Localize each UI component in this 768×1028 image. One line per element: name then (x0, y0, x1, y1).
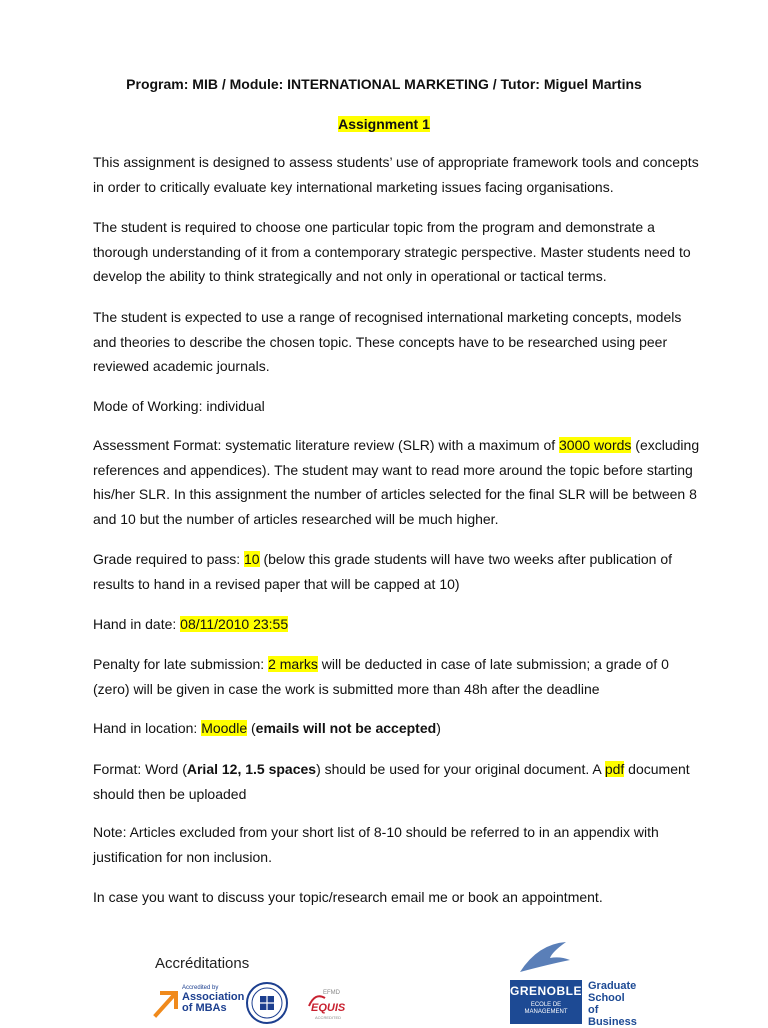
grade-highlight: 10 (243, 551, 260, 567)
amba-text (182, 985, 244, 1014)
paragraph-text: In case you want to discuss your topic/research email me or book an appointment. (93, 889, 603, 905)
grade-text: (below this grade students will have two weeks after publication of results to hand in a revised paper that will be capped at 10) (93, 551, 673, 592)
accreditations-label: Accréditations (155, 955, 250, 972)
contact-paragraph (93, 885, 703, 910)
pdf-highlight: pdf (604, 761, 625, 777)
word-limit-highlight: 3000 words (559, 437, 632, 453)
location-paren-close: ) (436, 720, 441, 736)
assignment-title-highlight: Assignment 1 (338, 116, 430, 132)
university-seal-icon (245, 981, 289, 1025)
penalty-highlight: 2 marks (268, 656, 318, 672)
gem-gs-line3: Business (588, 1016, 637, 1028)
hand-in-location (93, 716, 703, 741)
gem-gs-line2: School of (588, 992, 625, 1016)
paragraph-text: The student is required to choose one particular topic from the program and demonstrate a thorough understanding of it from a contemporary strategic perspective. Master students need to develop the ability to think strategically and not only in operational or tactical terms. (93, 219, 691, 284)
hand-in-date (93, 612, 703, 637)
efmd-label: EFMD (323, 990, 340, 996)
paragraph-text: The student is expected to use a range of recognised international marketing concepts, models and theories to describe the chosen topic. These concepts have to be researched using peer reviewed academic journals. (93, 309, 682, 374)
paragraph-intro (93, 150, 703, 199)
bird-icon (510, 936, 582, 980)
assessment-format (93, 433, 703, 531)
assignment-title (0, 114, 768, 134)
format-label: Format: Word ( (93, 761, 187, 777)
location-paren-open: ( (247, 720, 256, 736)
gem-sub-line2: MANAGEMENT (524, 1009, 568, 1015)
penalty-text: will be deducted in case of late submission; a grade of 0 (zero) will be given in case the work is submitted more than 48h after the deadline (93, 656, 669, 697)
format-text: ) should be used for your original document. A (316, 761, 605, 777)
gem-top-area (510, 936, 582, 980)
assessment-format-text: Assessment Format: systematic literature review (SLR) with a maximum of (93, 437, 560, 453)
location-label: Hand in location: (93, 720, 202, 736)
grade-label: Grade required to pass: (93, 551, 244, 567)
grade-required (93, 547, 703, 596)
gem-subtitle (510, 1002, 582, 1016)
amba-line1: Association (182, 991, 245, 1003)
paragraph-concepts (93, 305, 703, 379)
paragraph-text: This assignment is designed to assess students’ use of appropriate framework tools and concepts in order to critically evaluate key international marketing issues facing organisations. (93, 154, 699, 195)
format-text-cont: document should then be uploaded (93, 761, 690, 802)
mode-of-working (93, 394, 703, 419)
equis-label: EQUIS (311, 1002, 346, 1014)
amba-logo (152, 983, 245, 1023)
format-requirements (93, 757, 703, 806)
gem-gs-line1: Graduate (588, 980, 637, 992)
program-header: Program: MIB / Module: INTERNATIONAL MARKETING / Tutor: Miguel Martins (126, 76, 642, 92)
format-bold: Arial 12, 1.5 spaces (186, 761, 317, 777)
assessment-format-text-cont: (excluding references and appendices). The student may want to read more around the topic before starting his/her SLR. In this assignment the number of articles selected for the final SLR will be between 8 and 10 but the number of articles researched will be much higher. (93, 437, 700, 527)
equis-accredited-label: ACCREDITED (315, 1015, 342, 1020)
equis-logo (305, 988, 351, 1022)
penalty-label: Penalty for late submission: (93, 656, 269, 672)
gem-graduate-school (588, 980, 638, 1028)
paragraph-text: Mode of Working: individual (93, 398, 265, 414)
gem-sub-line1: ECOLE DE (530, 1002, 562, 1008)
amba-accredited-by: Accredited by (182, 985, 219, 991)
gem-name: GRENOBLE (510, 984, 583, 998)
note-paragraph (93, 820, 703, 869)
grenoble-logo (510, 936, 637, 1028)
paragraph-topic (93, 215, 703, 289)
paragraph-text: Note: Articles excluded from your short list of 8-10 should be referred to in an appendix with justification for non inclusion. (93, 824, 659, 865)
late-penalty (93, 652, 703, 701)
amba-line2: of MBAs (182, 1002, 227, 1014)
amba-arrow-icon (152, 985, 182, 1019)
location-highlight: Moodle (201, 720, 248, 736)
location-bold-note: emails will not be accepted (255, 720, 437, 736)
hand-in-date-label: Hand in date: (93, 616, 181, 632)
hand-in-date-highlight: 08/11/2010 23:55 (180, 616, 289, 632)
